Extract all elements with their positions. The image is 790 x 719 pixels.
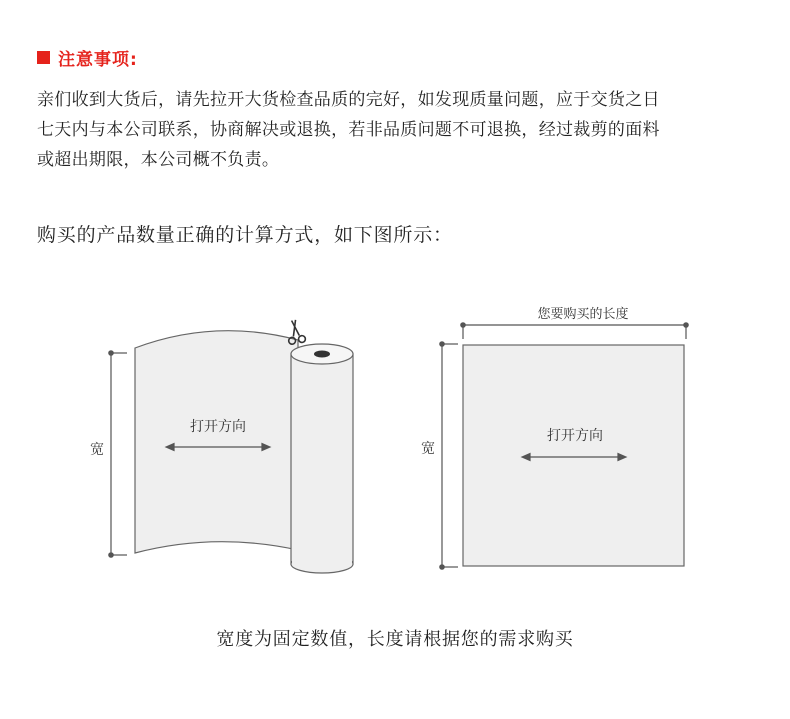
fabric-diagram: [0, 300, 790, 590]
red-square-icon: [37, 51, 50, 64]
left-width-dimension: [109, 351, 127, 557]
fabric-roll-core: [314, 351, 330, 358]
notice-line-2: 七天内与本公司联系，协商解决或退换，若非品质问题不可退换，经过裁剪的面料: [37, 120, 660, 140]
notice-line-3: 或超出期限，本公司概不负责。: [37, 150, 280, 170]
left-direction-label: 打开方向: [190, 419, 246, 435]
notice-line-1: 亲们收到大货后，请先拉开大货检查品质的完好，如发现质量问题，应于交货之日: [37, 90, 660, 110]
left-figure: [90, 319, 353, 573]
length-label: 您要购买的长度: [537, 307, 629, 322]
fabric-piece: [463, 345, 684, 566]
right-direction-label: 打开方向: [547, 428, 603, 444]
right-width-dimension: [440, 342, 458, 569]
notice-body: [37, 85, 757, 175]
caption: 宽度为固定数值，长度请根据您的需求购买: [216, 629, 574, 650]
length-dimension: [461, 323, 688, 339]
right-width-label: 宽: [421, 441, 435, 457]
notice-title-text: 注意事项:: [58, 49, 138, 70]
fabric-sheet: [135, 331, 298, 553]
scissors-icon: [285, 319, 306, 345]
calc-heading: 购买的产品数量正确的计算方式，如下图所示：: [37, 224, 453, 246]
right-figure: [421, 306, 688, 569]
notice-title: [37, 44, 138, 70]
left-width-label: 宽: [90, 442, 104, 458]
